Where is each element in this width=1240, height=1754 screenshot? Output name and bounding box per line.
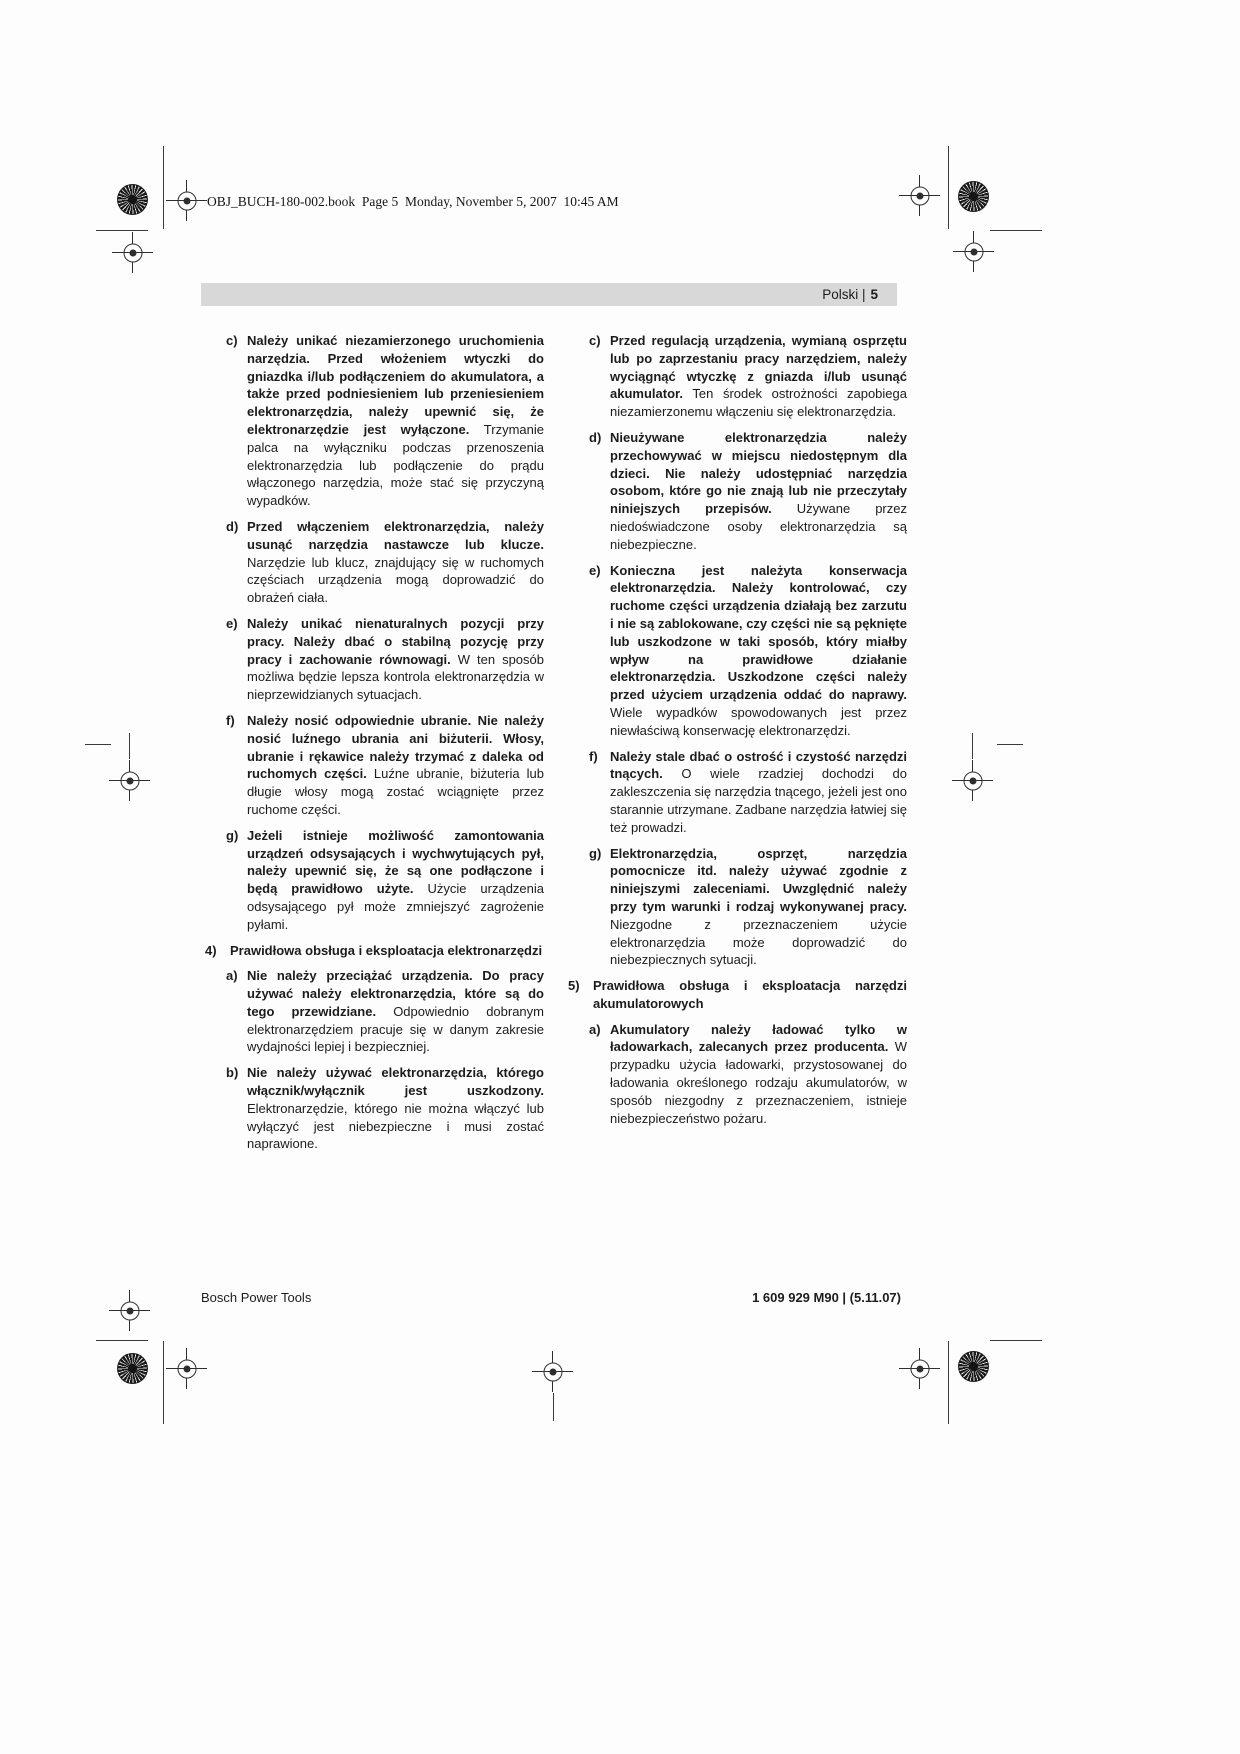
registration-star-icon [958,181,989,212]
list-item-label: b) [226,1065,239,1081]
list-item-bold-text: Należy stale dbać o ostrość i czystość narzędzi tnących. [610,748,907,782]
list-item-text: Ten środek ostrożności zapobiega niezamierzonemu włączeniu się elektronarzędzia. [610,386,907,420]
registration-target-icon [899,175,940,216]
list-item-text: Wiele wypadków spowodowanych jest przez niewłaściwą konserwację elektronarzędzi. [610,704,907,738]
list-item-text: Niezgodne z przeznaczeniem użycie elektronarzędzia może doprowadzić do niebezpiecznych sytuacji. [610,916,907,968]
registration-target-icon [109,1290,150,1331]
list-item-bold-text: Akumulatory należy ładować tylko w ładowarkach, zalecanych przez producenta. [610,1021,907,1055]
list-item-bold-text: Jeżeli istnieje możliwość zamontowania urządzeń odsysających i wychwytujących pył, należy upewnić się, że są one podłączone i będą prawidłowo użyte. [247,827,544,897]
text-column-right [568,332,907,1135]
list-item-label: f) [226,712,235,728]
registration-target-icon [899,1348,940,1389]
footer-brand: Bosch Power Tools [201,1290,312,1305]
registration-target-icon [952,760,993,801]
crop-mark [948,1341,949,1424]
crop-mark [96,1340,148,1341]
list-item-bold-text: Przed regulacją urządzenia, wymianą osprzętu lub po zaprzestaniu pracy narzędziem, należy wyciągnąć wtyczkę z gniazda i/lub usunąć akumulator. [610,333,907,402]
section-heading-label: 5) [568,978,580,994]
section-heading-5 [568,977,907,1013]
list-item-text: Użycie urządzenia odsysającego pył może zmniejszyć zagrożenie pyłami. [247,881,544,932]
registration-star-icon [958,1351,989,1382]
list-item-text: O wiele rzadziej dochodzi do zakleszczenia się narzędzia tnącego, jeżeli jest ono starannie utrzymane. Zadbane narzędzia łatwiej się też prowadzi. [610,766,908,835]
list-item-label: g) [589,845,602,861]
list-item-label: d) [589,429,602,445]
crop-mark [129,733,130,759]
list-item-bold-text: Należy unikać nienaturalnych pozycji przy pracy. Należy dbać o stabilną pozycję przy pracy i zachowanie równowagi. [247,615,544,667]
list-item-text: W przypadku użycia ładowarki, przystosowanej do ładowania określonego rodzaju akumulatorów, w sposób niezgodny z przeznaczeniem, istnieje niebezpieczeństwo pożaru. [610,1039,907,1126]
list-item-g [568,845,907,970]
crop-mark [85,744,111,745]
list-item-a [568,1021,907,1128]
list-item-label: e) [589,562,601,578]
page-number: 5 [870,287,878,302]
section-heading-text: Prawidłowa obsługa i eksploatacja narzędzi akumulatorowych [593,978,907,1011]
language-page-bar [201,283,897,306]
list-item-bold-text: Elektronarzędzia, osprzęt, narzędzia pomocnicze itd. należy używać zgodnie z niniejszymi zaleceniami. Uwzględnić należy przy tym warunki i rodzaj wykonywanej pracy. [610,845,907,914]
list-item-text: Narzędzie lub klucz, znajdujący się w ruchomych częściach urządzenia mogą doprowadzić do obrażeń ciała. [247,554,544,606]
list-item-label: a) [226,968,238,984]
crop-mark [163,146,164,229]
registration-target-icon [532,1351,573,1392]
crop-mark [997,744,1023,745]
registration-target-icon [112,232,153,273]
list-item-bold-text: Nie należy używać elektronarzędzia, którego włącznik/wyłącznik jest uszkodzony. [247,1065,544,1099]
registration-target-icon [166,1348,207,1389]
crop-mark [990,1340,1042,1341]
text-column-left [205,332,544,1161]
list-item-e [205,615,544,704]
crop-mark [553,1393,554,1421]
crop-mark [163,1341,164,1424]
list-item-f [568,748,907,837]
list-item-label: g) [226,827,239,843]
crop-mark [948,146,949,229]
list-item-b [205,1064,544,1153]
list-item-c [568,332,907,421]
list-item-bold-text: Nieużywane elektronarzędzia należy przechowywać w miejscu niedostępnym dla dzieci. Nie należy udostępniać narzędzia osobom, które go nie znają lub nie przeczytały niniejszych przepisów. [610,429,907,517]
page-footer [201,1290,901,1305]
list-item-label: c) [589,333,601,348]
list-item-bold-text: Nie należy przeciążać urządzenia. Do pracy używać należy elektronarzędzia, które są do tego przewidziane. [247,968,544,1019]
list-item-label: a) [589,1021,601,1037]
list-item-text: Używane przez niedoświadczone osoby elektronarzędzia są niebezpieczne. [610,501,907,552]
list-item-bold-text: Należy nosić odpowiednie ubranie. Nie należy nosić luźnego ubrania ani biżuterii. Włosy, ubranie i rękawice należy trzymać z daleka od ruchomych części. [247,712,544,782]
list-item-text: W ten sposób możliwa będzie lepsza kontrola elektronarzędzia w nieprzewidzianych sytuacjach. [247,651,544,703]
language-label: Polski | [822,287,866,302]
print-job-header: OBJ_BUCH-180-002.book Page 5 Monday, November 5, 2007 10:45 AM [207,194,619,209]
list-item-bold-text: Należy unikać niezamierzonego uruchomienia narzędzia. Przed włożeniem wtyczki do gniazdka i/lub podłączeniem do akumulatora, a także przed podniesieniem lub przeniesieniem elektronarzędzia, należy upewnić się, że elektronarzędzie jest wyłączone. [247,333,544,437]
list-item-label: d) [226,518,239,534]
registration-star-icon [117,184,148,215]
list-item-text: Trzymanie palca na wyłączniku podczas przenoszenia elektronarzędzia lub podłączenie do prądu włączonego narzędzia, może stać się przyczyną wypadków. [247,421,544,509]
crop-mark [972,733,973,759]
registration-target-icon [109,760,150,801]
crop-mark [990,230,1042,231]
registration-target-icon [953,231,994,272]
list-item-label: e) [226,615,238,631]
list-item-f [205,712,544,819]
list-item-d [205,518,544,607]
list-item-text: Luźne ubranie, biżuteria lub długie włosy mogą zostać wciągnięte przez ruchome części. [247,766,544,817]
section-heading-label: 4) [205,942,217,958]
footer-document-number: 1 609 929 M90 | (5.11.07) [752,1290,901,1305]
list-item-g [205,827,544,934]
section-heading-4 [205,942,544,960]
registration-star-icon [117,1353,148,1384]
list-item-a [205,967,544,1056]
list-item-bold-text: Konieczna jest należyta konserwacja elektronarzędzia. Należy kontrolować, czy ruchome części urządzenia działają bez zarzutu i nie są zablokowane, czy części nie są pęknięte lub uszkodzone w taki sposób, który miałby wpływ na prawidłowe działanie elektronarzędzia. Uszkodzone części należy przed użyciem urządzenia oddać do naprawy. [610,562,907,703]
list-item-label: c) [226,333,238,348]
list-item-e [568,562,907,740]
section-heading-text: Prawidłowa obsługa i eksploatacja elektronarzędzi [230,942,543,958]
registration-target-icon [166,180,207,221]
list-item-d [568,429,907,554]
list-item-text: Odpowiednio dobranym elektronarzędziem pracuje się w danym zakresie wydajności lepiej i bezpieczniej. [247,1003,544,1055]
list-item-bold-text: Przed włączeniem elektronarzędzia, należy usunąć narzędzia nastawcze lub klucze. [247,518,544,552]
crop-mark [96,230,148,231]
list-item-c [205,332,544,510]
list-item-text: Elektronarzędzie, którego nie można włączyć lub wyłączyć jest niebezpieczne i musi zostać naprawione. [247,1100,544,1152]
list-item-label: f) [589,748,598,764]
